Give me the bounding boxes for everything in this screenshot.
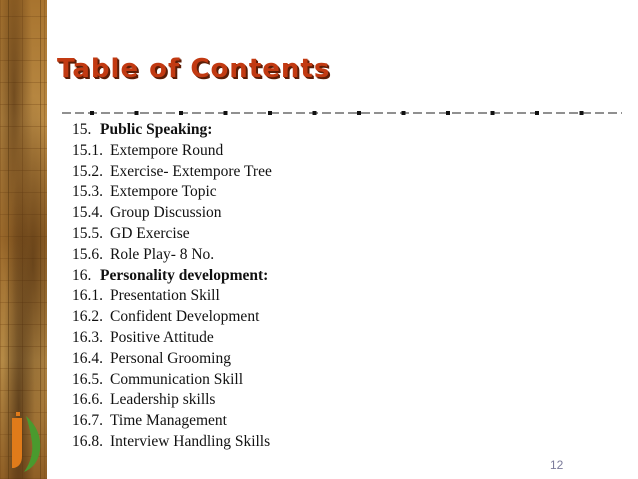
toc-item-number: 16.1. — [72, 287, 103, 305]
toc-item-label: Confident Development — [110, 308, 260, 326]
divider-dot — [179, 111, 183, 115]
divider-dot — [446, 111, 450, 115]
slide-title: Table of Contents — [57, 54, 331, 84]
toc-item-number: 15.4. — [72, 204, 103, 222]
toc-item — [72, 182, 272, 203]
toc-item-number: 16.6. — [72, 391, 103, 409]
side-strip-rule — [40, 0, 41, 479]
toc-item-label: Positive Attitude — [110, 328, 214, 346]
toc-item — [72, 162, 272, 183]
toc-item — [72, 370, 272, 391]
table-of-contents — [72, 120, 272, 453]
toc-item-number: 15.3. — [72, 183, 103, 201]
toc-item-label: Personal Grooming — [110, 349, 231, 367]
divider-dot — [90, 111, 94, 115]
toc-item — [72, 432, 272, 453]
toc-item-number: 15.2. — [72, 162, 103, 180]
toc-item-label: GD Exercise — [110, 224, 190, 242]
toc-item-label: Extempore Round — [110, 141, 224, 159]
divider-dot — [357, 111, 361, 115]
toc-item-label: Extempore Topic — [110, 183, 217, 201]
toc-section-heading — [72, 120, 272, 141]
toc-item-number: 16. — [72, 266, 92, 284]
toc-item-number: 16.4. — [72, 349, 103, 367]
toc-item — [72, 203, 272, 224]
brand-logo-icon — [8, 410, 44, 474]
toc-item — [72, 411, 272, 432]
decorative-side-strip — [0, 0, 47, 479]
toc-item-number: 16.3. — [72, 328, 103, 346]
toc-item-number: 16.5. — [72, 370, 103, 388]
divider-dot — [268, 111, 272, 115]
toc-item — [72, 307, 272, 328]
toc-item — [72, 286, 272, 307]
toc-item-number: 16.2. — [72, 308, 103, 326]
divider-dot — [224, 111, 228, 115]
toc-item-number: 16.8. — [72, 432, 103, 450]
toc-item — [72, 328, 272, 349]
toc-item-label: Role Play- 8 No. — [110, 245, 215, 263]
title-divider — [62, 109, 622, 117]
toc-item-number: 15.5. — [72, 224, 103, 242]
toc-section-heading — [72, 266, 272, 287]
divider-dot — [491, 111, 495, 115]
toc-item — [72, 224, 272, 245]
toc-item — [72, 390, 272, 411]
page-number: 12 — [550, 458, 564, 472]
toc-item-label: Personality development: — [100, 266, 269, 284]
divider-dot — [580, 111, 584, 115]
toc-item-label: Exercise- Extempore Tree — [110, 162, 272, 180]
toc-item-label: Presentation Skill — [110, 287, 220, 305]
toc-item-number: 15.6. — [72, 245, 103, 263]
divider-dot — [535, 111, 539, 115]
toc-item — [72, 245, 272, 266]
toc-item — [72, 349, 272, 370]
divider-dot — [135, 111, 139, 115]
toc-item-label: Communication Skill — [110, 370, 244, 388]
toc-item-label: Interview Handling Skills — [110, 432, 271, 450]
toc-item — [72, 141, 272, 162]
toc-item-label: Leadership skills — [110, 391, 216, 409]
divider-dot — [313, 111, 317, 115]
divider-dot — [402, 111, 406, 115]
toc-item-number: 15.1. — [72, 141, 103, 159]
toc-item-label: Time Management — [110, 412, 227, 430]
toc-item-number: 15. — [72, 121, 92, 138]
side-strip-rule — [8, 0, 9, 479]
toc-item-label: Public Speaking: — [100, 121, 213, 138]
toc-item-label: Group Discussion — [110, 204, 222, 222]
toc-item-number: 16.7. — [72, 412, 103, 430]
